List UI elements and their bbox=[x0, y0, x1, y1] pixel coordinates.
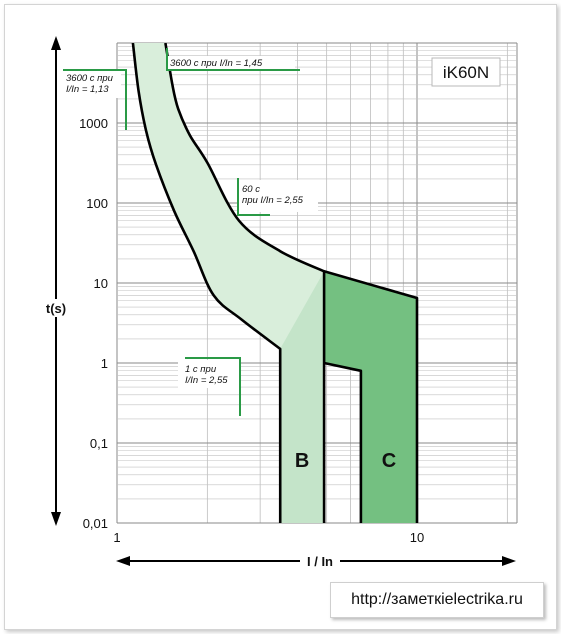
curve-c-area bbox=[324, 271, 417, 523]
y-tick-label: 0,01 bbox=[82, 516, 108, 531]
annotation-3600-1-45: 3600 с при I/In = 1,45 bbox=[170, 58, 263, 69]
y-tick-label: 10 bbox=[93, 276, 108, 291]
annotation-60: 60 с bbox=[242, 184, 260, 195]
y-axis-title: t(s) bbox=[45, 301, 67, 316]
source-watermark[interactable]: http://заметкielectrika.ru bbox=[330, 582, 544, 618]
y-arrow-head-top bbox=[51, 36, 61, 50]
x-tick-label: 10 bbox=[409, 530, 425, 545]
chart-title: iK60N bbox=[442, 63, 490, 82]
annotation-3600-1-13: 3600 с при bbox=[66, 73, 113, 84]
x-tick-label: 1 bbox=[113, 530, 121, 545]
annotation-3600-1-13: I/In = 1,13 bbox=[66, 84, 109, 95]
y-tick-label: 1 bbox=[100, 356, 108, 371]
curve-c-label: C bbox=[381, 450, 397, 473]
y-tick-label: 100 bbox=[86, 196, 108, 211]
y-tick-label: 1000 bbox=[79, 116, 108, 131]
x-arrow-head-left bbox=[116, 556, 130, 566]
curve-b-label: B bbox=[294, 450, 310, 473]
annotation-1: I/In = 2,55 bbox=[185, 375, 228, 386]
y-arrow-head-bottom bbox=[51, 512, 61, 526]
x-axis-title: I / In bbox=[307, 554, 333, 569]
x-arrow-head-right bbox=[502, 556, 516, 566]
annotation-1: 1 с при bbox=[185, 364, 217, 375]
annotation-60: при I/In = 2,55 bbox=[242, 195, 303, 206]
y-tick-label: 0,1 bbox=[89, 436, 108, 451]
